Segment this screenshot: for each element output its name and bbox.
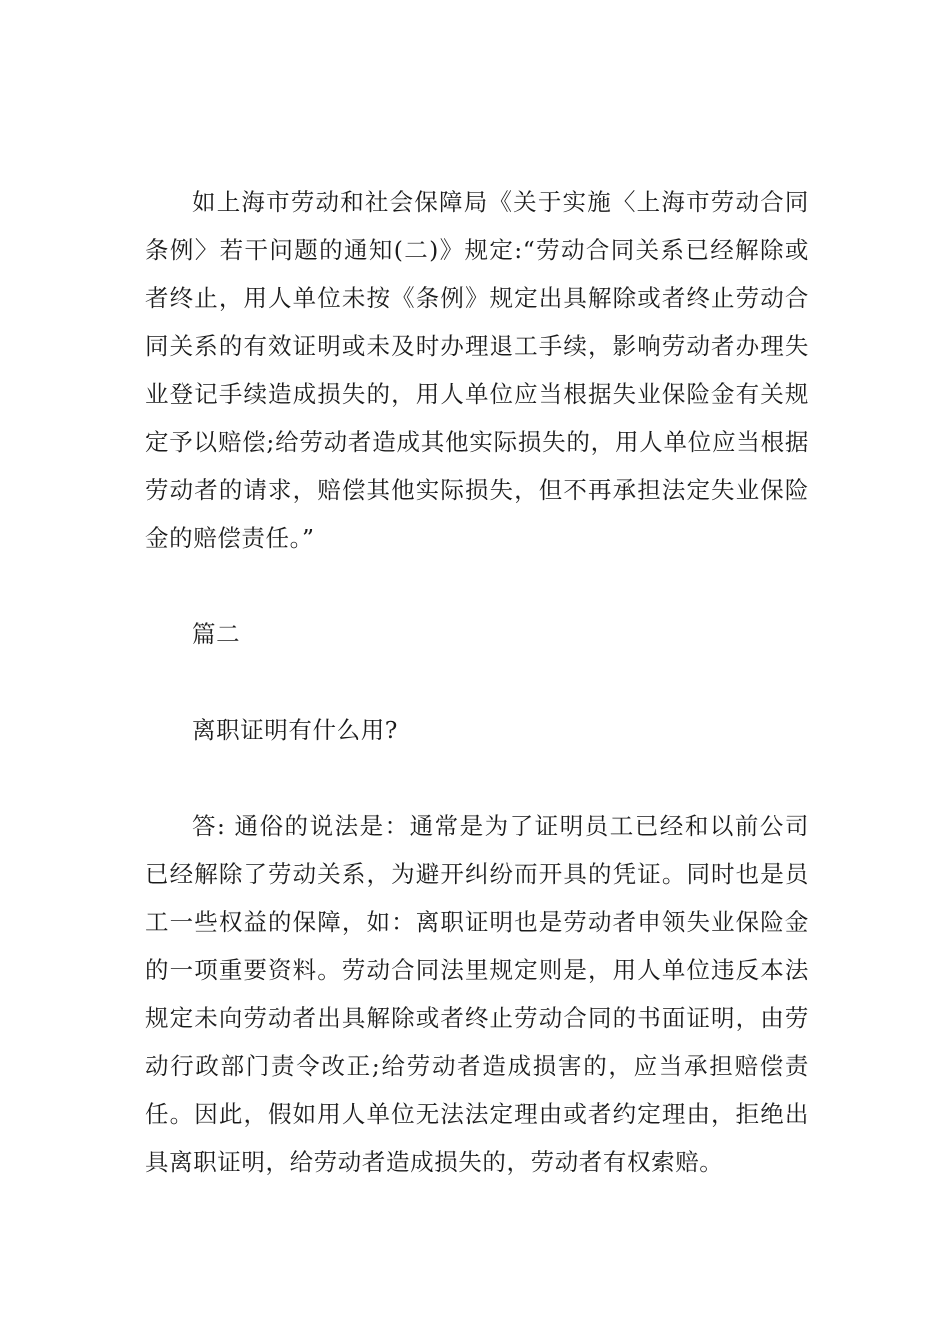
document-page [145,178,809,1186]
section-title: 篇二 [192,620,241,648]
question-heading: 离职证明有什么用? [192,716,398,744]
quoted-regulation-paragraph: 如上海市劳动和社会保障局《关于实施〈上海市劳动合同条例〉若干问题的通知(二)》规定:“劳动合同关系已经解除或者终止，用人单位未按《条例》规定出具解除或者终止劳动合同关系的有效证明或未及时办理退工手续，影响劳动者办理失业登记手续造成损失的，用人单位应当根据失业保险金有关规定予以赔偿;给劳动者造成其他实际损失的，用人单位应当根据劳动者的请求，赔偿其他实际损失，但不再承担法定失业保险金的赔偿责任。” [145,188,809,552]
answer-paragraph: 答: 通俗的说法是：通常是为了证明员工已经和以前公司已经解除了劳动关系，为避开纠纷而开具的凭证。同时也是员工一些权益的保障，如：离职证明也是劳动者申领失业保险金的一项重要资料。劳动合同法里规定则是，用人单位违反本法规定未向劳动者出具解除或者终止劳动合同的书面证明，由劳动行政部门责令改正;给劳动者造成损害的，应当承担赔偿责任。因此，假如用人单位无法法定理由或者约定理由，拒绝出具离职证明，给劳动者造成损失的，劳动者有权索赔。 [145,812,809,1176]
